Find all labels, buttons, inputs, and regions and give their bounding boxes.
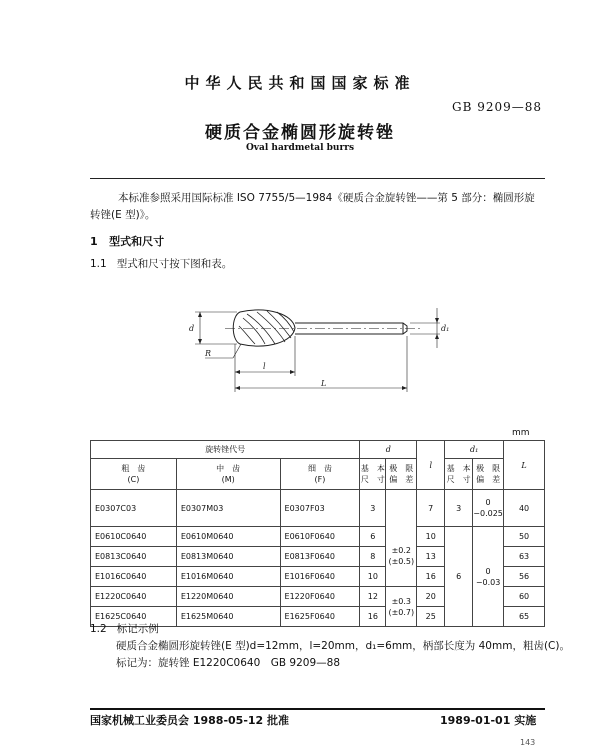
cell-fine: E1220F0640 xyxy=(280,587,360,607)
footer-rule xyxy=(90,708,545,710)
section-1-1 xyxy=(90,256,232,271)
cell-L: 50 xyxy=(504,527,545,547)
label-l: l xyxy=(263,362,266,371)
cell-l: 7 xyxy=(417,490,445,527)
cell-d: 10 xyxy=(360,567,386,587)
cell-L: 56 xyxy=(504,567,545,587)
cell-d: 12 xyxy=(360,587,386,607)
cell-d-tol-b: ±0.3 (±0.7) xyxy=(386,587,417,627)
dimensions-table xyxy=(90,440,545,627)
cell-L: 40 xyxy=(504,490,545,527)
cell-d1: 6 xyxy=(445,527,473,627)
intro-paragraph: 本标准参照采用国际标准 ISO 7755/5—1984《硬质合金旋转锉——第 5 部分：椭圆形旋转锉(E 型)》。 xyxy=(90,192,535,221)
cell-medium: E1016M0640 xyxy=(176,567,280,587)
footer-issued: 国家机械工业委员会 1988-05-12 批准 xyxy=(90,714,290,727)
table-unit: mm xyxy=(512,428,530,438)
cell-d: 6 xyxy=(360,527,386,547)
cell-d: 8 xyxy=(360,547,386,567)
label-R: R xyxy=(205,349,212,358)
section-text: 型式和尺寸按下图和表。 xyxy=(116,258,233,270)
section-number: 1 xyxy=(90,235,98,248)
section-1-2-heading xyxy=(90,621,159,636)
table-row xyxy=(91,527,545,547)
document-title: 硬质合金椭圆形旋转锉 xyxy=(205,123,395,143)
footer-effective: 1989-01-01 实施 xyxy=(440,714,537,727)
cell-L: 60 xyxy=(504,587,545,607)
header-L: L xyxy=(504,441,545,490)
cell-l: 20 xyxy=(417,587,445,607)
header-rule xyxy=(90,178,545,179)
cell-coarse: E1220C0640 xyxy=(91,587,177,607)
section-number: 1.2 xyxy=(90,623,107,635)
cell-l: 10 xyxy=(417,527,445,547)
cell-coarse: E0813C0640 xyxy=(91,547,177,567)
header-l: l xyxy=(417,441,445,490)
cell-d-tol-blank xyxy=(386,490,417,527)
section-title: 型式和尺寸 xyxy=(109,235,165,248)
cell-medium: E0813M0640 xyxy=(176,547,280,567)
section-1-heading xyxy=(90,233,164,249)
cell-medium: E1625M0640 xyxy=(176,607,280,627)
cell-l: 13 xyxy=(417,547,445,567)
header-d: d xyxy=(360,441,417,459)
table-row xyxy=(91,490,545,527)
cell-d: 3 xyxy=(360,490,386,527)
cell-d-tol-a: ±0.2 (±0.5) xyxy=(386,527,417,587)
leader-R-arrow xyxy=(233,344,241,358)
example-marking: 标记为：旋转锉 E1220C0640 GB 9209—88 xyxy=(116,657,341,669)
cell-l: 16 xyxy=(417,567,445,587)
section-title: 标记示例 xyxy=(116,623,159,635)
cell-d1-tol: 0 −0.03 xyxy=(473,527,504,627)
header-d1: d₁ xyxy=(445,441,504,459)
burr-drawing xyxy=(175,300,465,400)
header-fine: 细 齿 (F) xyxy=(280,459,360,490)
label-L: L xyxy=(321,379,327,388)
header-d-basic: 基 本 尺 寸 xyxy=(360,459,386,490)
cell-fine: E0813F0640 xyxy=(280,547,360,567)
cell-coarse: E0307C03 xyxy=(91,490,177,527)
cell-d1-tol: 0 −0.025 xyxy=(473,490,504,527)
cell-fine: E1625F0640 xyxy=(280,607,360,627)
header-coarse: 粗 齿 (C) xyxy=(91,459,177,490)
header-code: 旋转锉代号 xyxy=(91,441,360,459)
label-d1: d₁ xyxy=(441,324,450,333)
cell-d1: 3 xyxy=(445,490,473,527)
cell-d: 16 xyxy=(360,607,386,627)
example-description: 硬质合金椭圆形旋转锉(E 型)d=12mm，l=20mm，d₁=6mm，柄部长度为 40mm，粗齿(C)。 xyxy=(116,640,570,652)
header-d1-basic: 基 本 尺 寸 xyxy=(445,459,473,490)
label-d: d xyxy=(189,324,195,333)
cell-fine: E0610F0640 xyxy=(280,527,360,547)
header-d-limit: 极 限 偏 差 xyxy=(386,459,417,490)
header-d1-limit: 极 限 偏 差 xyxy=(473,459,504,490)
cell-l: 25 xyxy=(417,607,445,627)
cell-medium: E0307M03 xyxy=(176,490,280,527)
cell-coarse: E0610C0640 xyxy=(91,527,177,547)
header-medium: 中 齿 (M) xyxy=(176,459,280,490)
cell-L: 65 xyxy=(504,607,545,627)
cell-medium: E0610M0640 xyxy=(176,527,280,547)
document-subtitle: Oval hardmetal burrs xyxy=(245,143,355,153)
cell-fine: E1016F0640 xyxy=(280,567,360,587)
page-number: 143 xyxy=(520,738,536,747)
cell-medium: E1220M0640 xyxy=(176,587,280,607)
standard-number: GB 9209—88 xyxy=(452,100,543,114)
cell-coarse: E1625C0640 xyxy=(91,607,177,627)
cell-fine: E0307F03 xyxy=(280,490,360,527)
standard-org-title: 中华人民共和国国家标准 xyxy=(184,74,416,92)
burr-head-outline xyxy=(233,310,295,346)
section-number: 1.1 xyxy=(90,258,107,270)
cell-L: 63 xyxy=(504,547,545,567)
cell-coarse: E1016C0640 xyxy=(91,567,177,587)
